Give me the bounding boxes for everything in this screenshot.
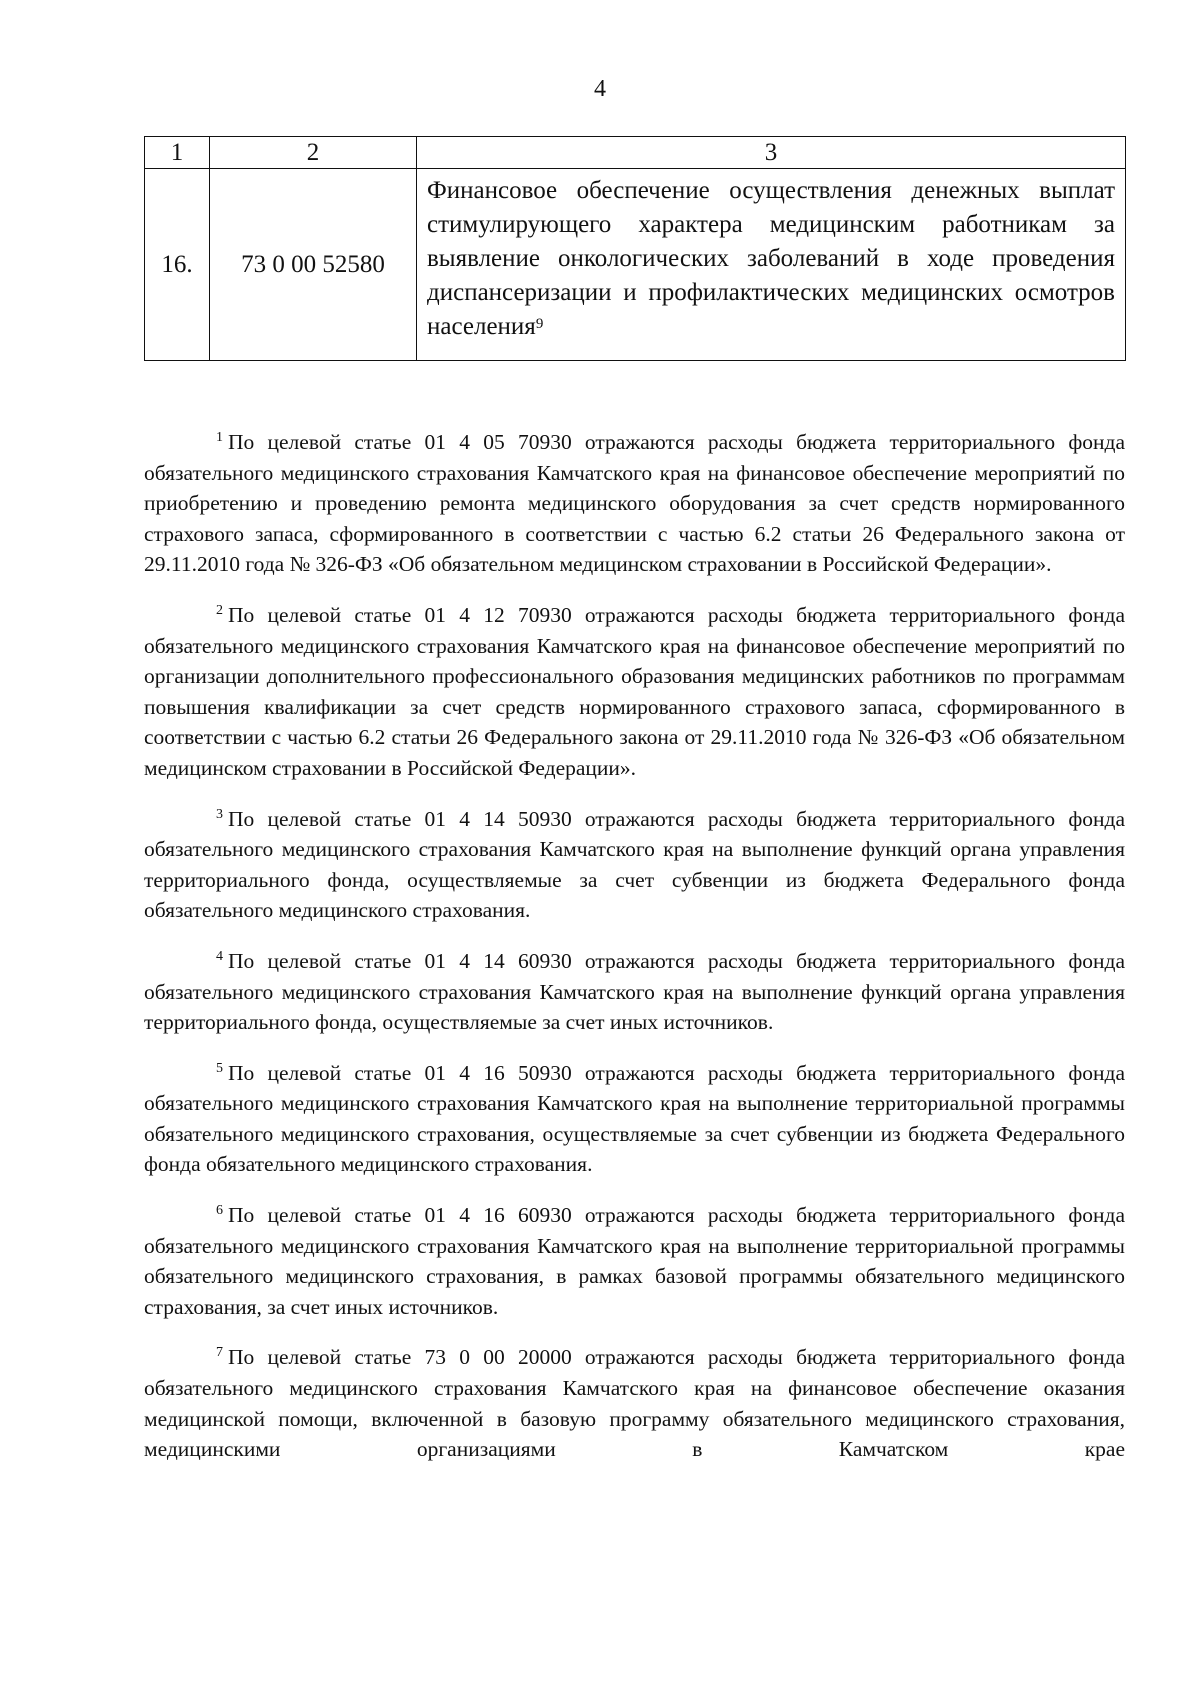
footnotes-section: [144, 427, 1125, 1485]
footnote-mark: 6: [216, 1203, 223, 1219]
footnote: [144, 600, 1125, 784]
budget-codes-table: [144, 136, 1126, 361]
footnote: [144, 1058, 1125, 1180]
footnote: [144, 946, 1125, 1038]
footnote-text: По целевой статье 01 4 16 60930 отражаются расходы бюджета территориального фонда обязательного медицинского страхования Камчатского края на выполнение территориальной программы обязательного медицинского страхования, в рамках базовой программы обязательного медицинского страхования, за счет иных источников.: [144, 1203, 1125, 1319]
footnote: [144, 1200, 1125, 1322]
row-description: Финансовое обеспечение осуществления денежных выплат стимулирующего характера медицинским работникам за выявление онкологических заболеваний в ходе проведения диспансеризации и профилактических медицинских осмотров населения: [427, 177, 1115, 340]
footnote-mark: 2: [216, 602, 223, 618]
footnote-mark: 1: [216, 430, 223, 445]
footnote-mark: 3: [216, 806, 223, 822]
footnote: [144, 427, 1125, 580]
column-header: 2: [210, 137, 417, 169]
footnote-mark: 5: [216, 1060, 223, 1076]
footnote-text: По целевой статье 01 4 14 50930 отражаются расходы бюджета территориального фонда обязательного медицинского страхования Камчатского края на выполнение функций органа управления территориального фонда, осуществляемые за счет субвенции из бюджета Федерального фонда обязательного медицинского страхования.: [144, 806, 1125, 923]
row-description-cell: [417, 169, 1126, 361]
column-header: 1: [145, 137, 210, 169]
row-number: 16.: [145, 169, 210, 361]
page-number: 4: [594, 76, 606, 102]
footnote-text: По целевой статье 01 4 14 60930 отражаются расходы бюджета территориального фонда обязательного медицинского страхования Камчатского края на выполнение функций органа управления территориального фонда, осуществляемые за счет иных источников.: [144, 948, 1125, 1035]
footnote-mark: 7: [216, 1345, 223, 1361]
column-header: 3: [417, 137, 1126, 169]
footnote-reference: 9: [535, 316, 544, 332]
footnote-text: По целевой статье 01 4 05 70930 отражаются расходы бюджета территориального фонда обязательного медицинского страхования Камчатского края на финансовое обеспечение мероприятий по приобретению и проведению ремонта медицинского оборудования за счет средств нормированного страхового запаса, сформированного в соответствии с частью 6.2 статьи 26 Федерального закона от 29.11.2010 года № 326-ФЗ «Об обязательном медицинском страховании в Российской Федерации».: [144, 430, 1125, 577]
table-header-row: [145, 137, 1126, 169]
footnote-text: По целевой статье 01 4 16 50930 отражаются расходы бюджета территориального фонда обязательного медицинского страхования Камчатского края на выполнение территориальной программы обязательного медицинского страхования, осуществляемые за счет субвенции из бюджета Федерального фонда обязательного медицинского страхования.: [144, 1060, 1125, 1177]
footnote-mark: 4: [216, 948, 223, 964]
footnote: [144, 1342, 1125, 1464]
table-row: [145, 169, 1126, 361]
footnote: [144, 804, 1125, 926]
target-article-code: 73 0 00 52580: [210, 169, 417, 361]
footnote-text: По целевой статье 01 4 12 70930 отражаются расходы бюджета территориального фонда обязательного медицинского страхования Камчатского края на финансовое обеспечение мероприятий по организации дополнительного профессионального образования медицинских работников по программам повышения квалификации за счет средств нормированного страхового запаса, сформированного в соответствии с частью 6.2 статьи 26 Федерального закона от 29.11.2010 года № 326-ФЗ «Об обязательном медицинском страховании в Российской Федерации».: [144, 602, 1125, 780]
footnote-text: По целевой статье 73 0 00 20000 отражаются расходы бюджета территориального фонда обязательного медицинского страхования Камчатского края на финансовое обеспечение оказания медицинской помощи, включенной в базовую программу обязательного медицинского страхования, медицинскими организациями в Камчатском крае: [144, 1345, 1125, 1462]
